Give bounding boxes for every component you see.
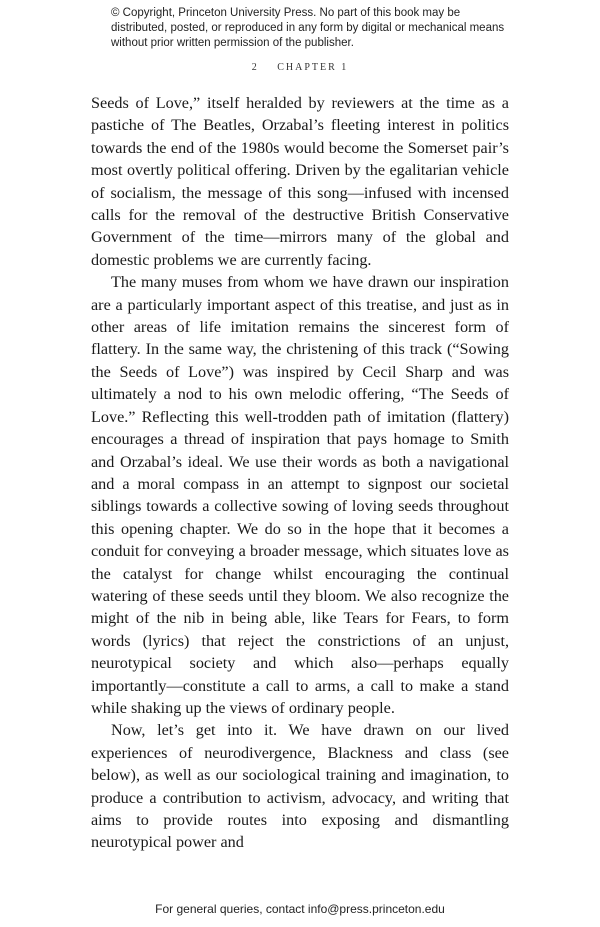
page-number: 2 <box>251 62 259 73</box>
footer-contact: For general queries, contact info@press.princeton.edu <box>155 902 445 916</box>
paragraph-continued: Seeds of Love,” itself heralded by reviewers at the time as a pastiche of The Beatles, Orzabal’s fleeting interest in politics towards the end of the 1980s would become the Somerset pair’s most overtly political offering. Driven by the egalitarian vehicle of socialism, the message of this song—infused with incensed calls for the removal of the destructive British Conservative Government of the time—mirrors many of the global and domestic problems we are currently facing. <box>91 94 509 269</box>
chapter-label: CHAPTER 1 <box>277 62 349 73</box>
paragraph: The many muses from whom we have drawn our inspiration are a particularly important aspect of this treatise, and just as in other areas of life imitation remains the sincerest form of flattery. In the same way, the christening of this track (“Sowing the Seeds of Love”) was inspired by Cecil Sharp and was ultimately a nod to his own melodic offering, “The Seeds of Love.” Reflecting this well-trodden path of imitation (flattery) encourages a thread of inspiration that pays homage to Smith and Orzabal’s ideal. We use their words as both a navigational and a moral compass in an attempt to signpost our societal siblings towards a collective sowing of loving seeds throughout this opening chapter. We do so in the hope that it becomes a conduit for conveying a broader message, which situates love as the catalyst for change whilst encouraging the continual watering of these seeds until they bloom. We also recognize the might of the nib in being able, like Tears for Fears, to form words (lyrics) that reject the constrictions of an unjust, neurotypical society and which also—perhaps equally importantly—constitute a call to arms, a call to make a stand while shaking up the views of ordinary people. <box>91 273 509 717</box>
running-head <box>0 62 600 73</box>
body-text <box>91 92 509 854</box>
copyright-notice: © Copyright, Princeton University Press. No part of this book may be distributed, posted, or reproduced in any form by digital or mechanical means without prior written permission of the publisher. <box>111 7 505 49</box>
paragraph: Now, let’s get into it. We have drawn on our lived experiences of neurodivergence, Blackness and class (see below), as well as our sociological training and imagination, to produce a contribution to activism, advocacy, and writing that aims to provide routes into exposing and dismantling neurotypical power and <box>91 721 509 852</box>
